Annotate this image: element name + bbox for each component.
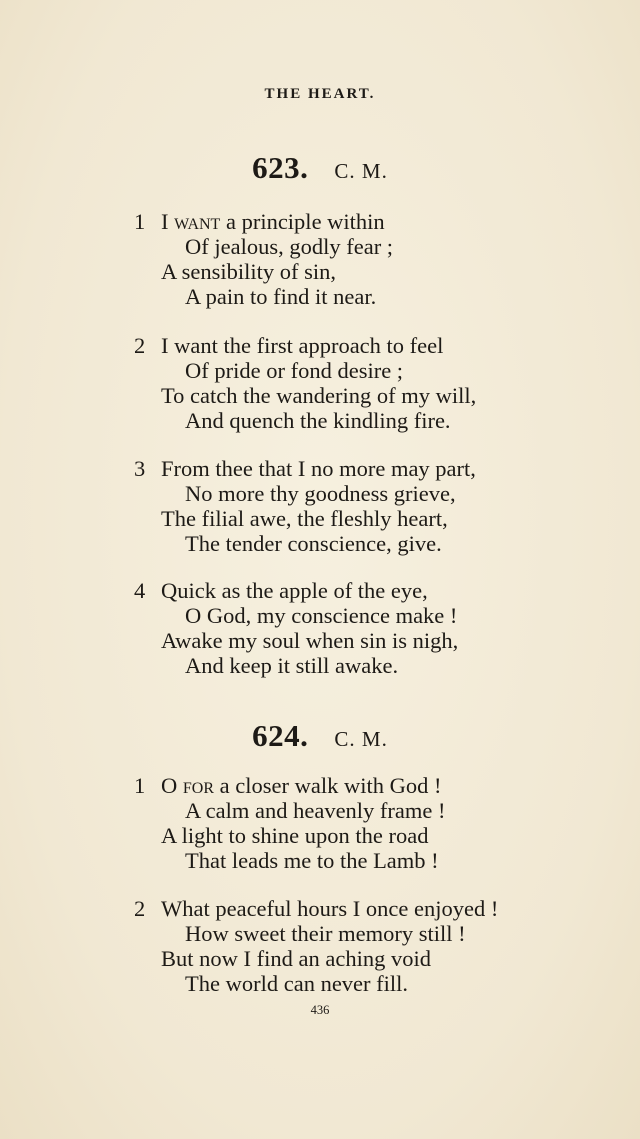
verse-line: A calm and heavenly frame ! [185,798,446,823]
first-words-small-caps: O for [161,773,214,798]
verse-line: What peaceful hours I once enjoyed ! [161,896,499,921]
verse-line [161,211,385,234]
verse-number: 2 [134,896,146,921]
verse-line: Quick as the apple of the eye, [161,578,428,603]
verse-line: To catch the wandering of my will, [161,383,477,408]
verse-line: The tender conscience, give. [185,531,442,556]
verse-line: The world can never fill. [185,971,409,996]
hymn-heading [0,718,640,754]
hymn-meter: C. M. [334,159,388,183]
verse-line-text: a principle within [220,209,385,234]
verse-line: Of jealous, godly fear ; [185,234,394,259]
verse-line: And quench the kindling fire. [185,408,451,433]
hymn-heading [0,150,640,186]
verse-line: A sensibility of sin, [161,259,337,284]
first-words-small-caps: I want [161,209,221,234]
verse-line: The filial awe, the fleshly heart, [161,506,448,531]
verse-number: 3 [134,456,146,481]
verse-number: 1 [134,209,146,234]
hymn-meter: C. M. [334,727,388,751]
page-number: 436 [310,1003,330,1017]
verse-number: 1 [134,773,146,798]
verse-line: Awake my soul when sin is nigh, [161,628,459,653]
verse-line: No more thy goodness grieve, [185,481,456,506]
verse-line: O God, my conscience make ! [185,603,458,628]
verse-line: How sweet their memory still ! [185,921,466,946]
verse-line-text: a closer walk with God ! [214,773,442,798]
verse-line: A light to shine upon the road [161,823,429,848]
hymn-number: 623. [252,150,309,185]
verse-line: A pain to find it near. [185,284,377,309]
verse-line [161,775,441,798]
hymn-number: 624. [252,718,309,753]
running-head: THE HEART. [264,86,376,102]
verse-line: Of pride or fond desire ; [185,358,404,383]
verse-line: I want the first approach to feel [161,333,444,358]
verse-number: 2 [134,333,146,358]
verse-number: 4 [134,578,146,603]
verse-line: That leads me to the Lamb ! [185,848,439,873]
verse-line: And keep it still awake. [185,653,399,678]
verse-line: But now I find an aching void [161,946,431,971]
verse-line: From thee that I no more may part, [161,456,476,481]
